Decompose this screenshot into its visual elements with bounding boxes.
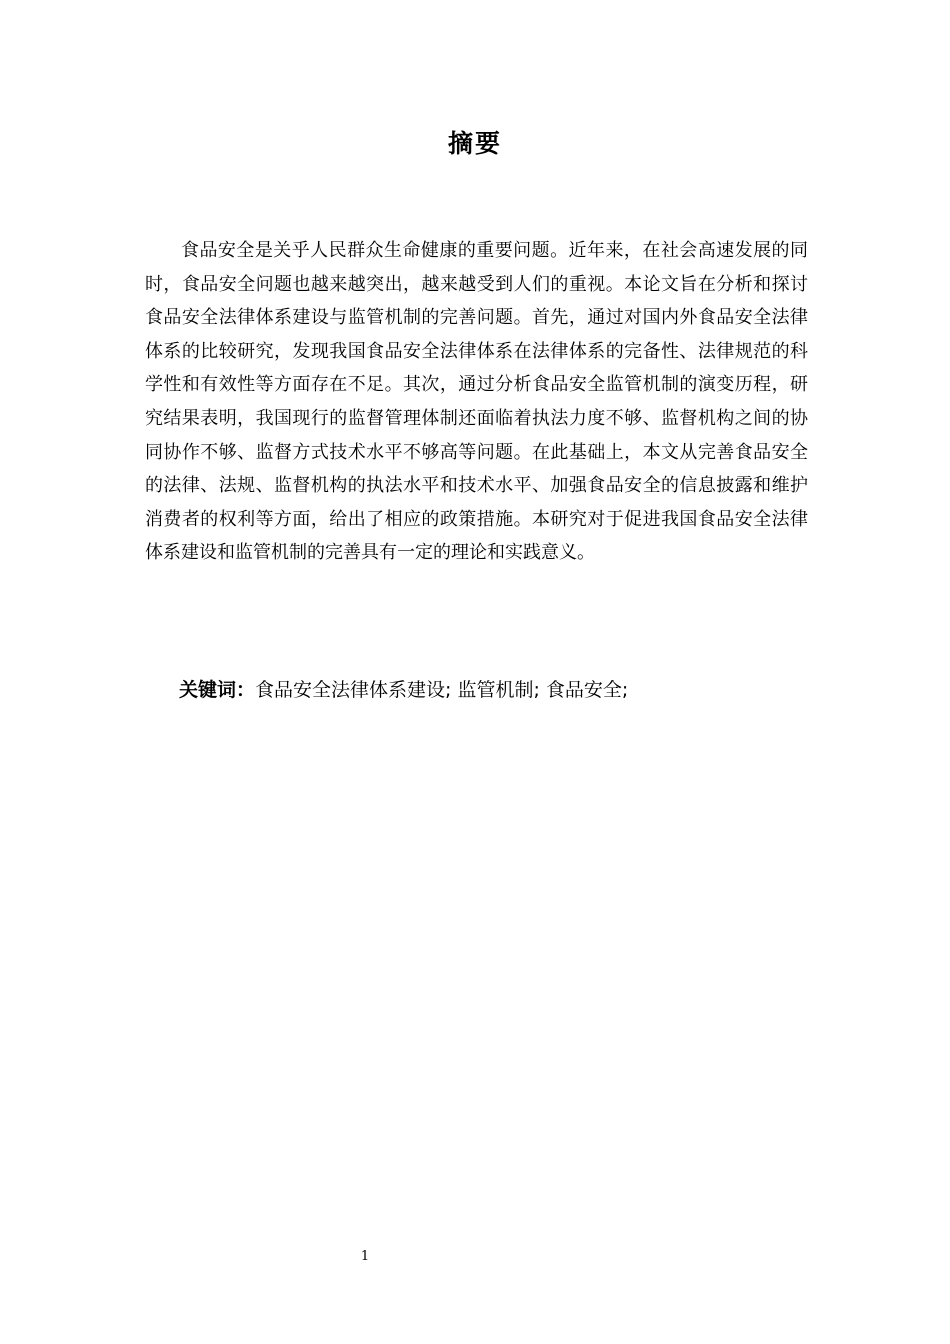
keywords-values: 食品安全法律体系建设; 监管机制; 食品安全; xyxy=(255,679,629,701)
abstract-body: 食品安全是关乎人民群众生命健康的重要问题。近年来，在社会高速发展的同时，食品安全问题也越来越突出，越来越受到人们的重视。本论文旨在分析和探讨食品安全法律体系建设与监管机制的完善问题。首先，通过对国内外食品安全法律体系的比较研究，发现我国食品安全法律体系在法律体系的完备性、法律规范的科学性和有效性等方面存在不足。其次，通过分析食品安全监管机制的演变历程，研究结果表明，我国现行的监督管理体制还面临着执法力度不够、监督机构之间的协同协作不够、监督方式技术水平不够高等问题。在此基础上，本文从完善食品安全的法律、法规、监督机构的执法水平和技术水平、加强食品安全的信息披露和维护消费者的权利等方面，给出了相应的政策措施。本研究对于促进我国食品安全法律体系建设和监管机制的完善具有一定的理论和实践意义。 xyxy=(145,240,808,564)
keywords-line xyxy=(179,674,819,706)
page-number: 1 xyxy=(360,1249,370,1264)
keywords-label: 关键词： xyxy=(179,679,256,701)
abstract-title: 摘要 xyxy=(447,129,502,158)
